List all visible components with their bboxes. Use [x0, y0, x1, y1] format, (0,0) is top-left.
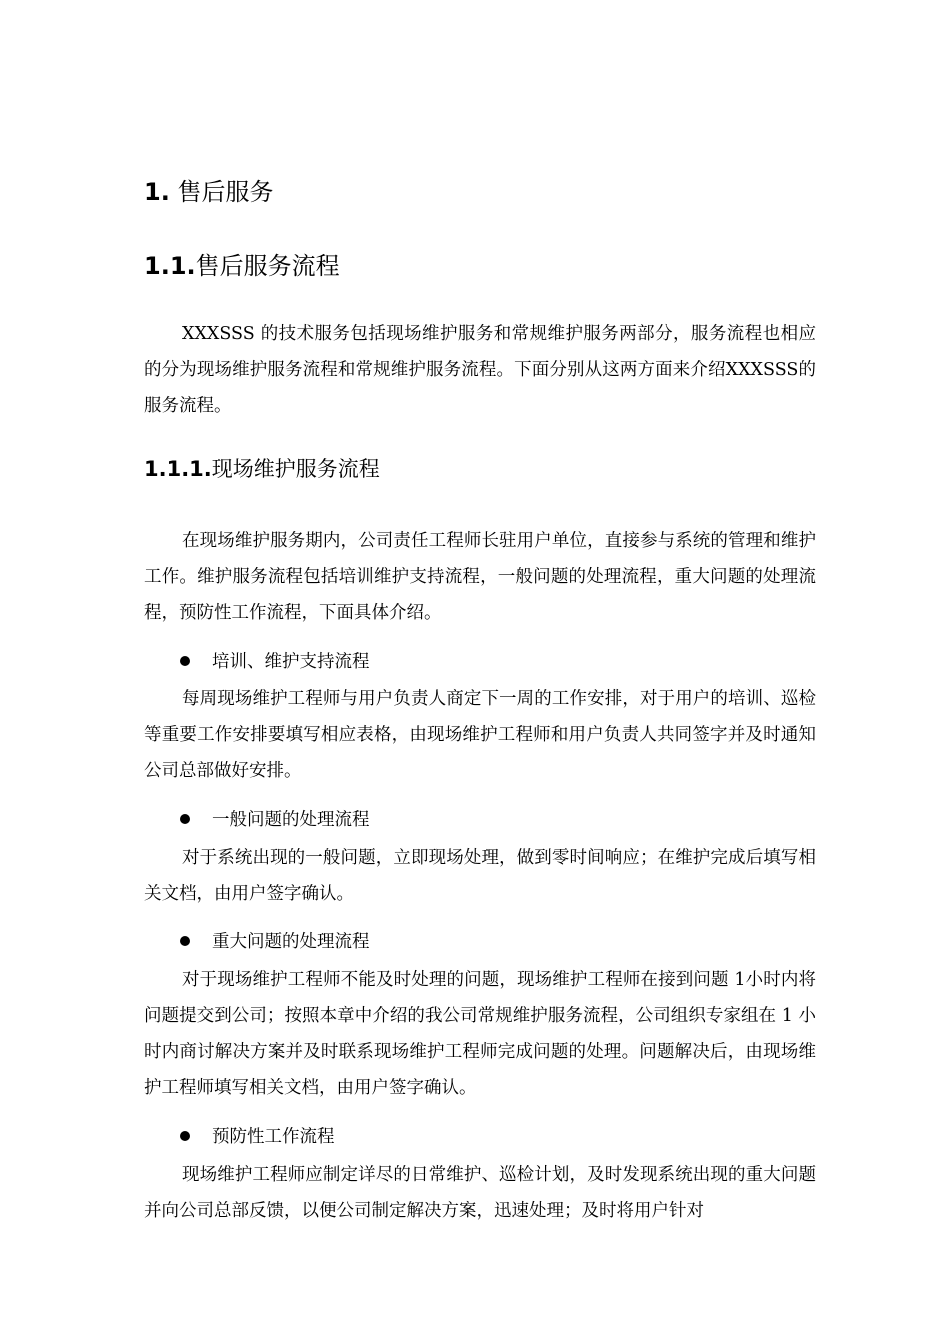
subsubsection-heading: [144, 453, 380, 483]
preventive-work-paragraph: 现场维护工程师应制定详尽的日常维护、巡检计划，及时发现系统出现的重大问题并向公司总部反馈，以便公司制定解决方案，迅速处理；及时将用户针对: [144, 1165, 816, 1221]
bullet-title: 重大问题的处理流程: [212, 932, 370, 952]
bullet-dot-icon: [180, 936, 190, 946]
bullet-item-general-problem: [180, 806, 370, 831]
subsection-intro-paragraph: XXXSSS 的技术服务包括现场维护服务和常规维护服务两部分，服务流程也相应的分为现场维护服务流程和常规维护服务流程。下面分别从这两方面来介绍XXXSSS的服务流程。: [144, 324, 816, 416]
bullet-dot-icon: [180, 1131, 190, 1141]
bullet-dot-icon: [180, 656, 190, 666]
subsection-heading: [144, 246, 340, 281]
subsubsection-number: 1.1.1.: [144, 457, 212, 481]
section-title: 售后服务: [177, 178, 274, 206]
bullet-title: 培训、维护支持流程: [212, 652, 370, 672]
subsection-title: 售后服务流程: [195, 252, 340, 280]
bullet-dot-icon: [180, 814, 190, 824]
general-problem-paragraph: 对于系统出现的一般问题，立即现场处理，做到零时间响应；在维护完成后填写相关文档，由用户签字确认。: [144, 848, 816, 904]
onsite-intro-paragraph: 在现场维护服务期内，公司责任工程师长驻用户单位，直接参与系统的管理和维护工作。维护服务流程包括培训维护支持流程，一般问题的处理流程，重大问题的处理流程，预防性工作流程，下面具体介绍。: [144, 531, 816, 623]
bullet-item-preventive-work: [180, 1123, 335, 1148]
bullet-item-training: [180, 648, 370, 673]
bullet-item-major-problem: [180, 928, 370, 953]
bullet-title: 预防性工作流程: [212, 1127, 335, 1147]
section-number: 1.: [144, 178, 170, 206]
training-paragraph: 每周现场维护工程师与用户负责人商定下一周的工作安排，对于用户的培训、巡检等重要工作安排要填写相应表格，由现场维护工程师和用户负责人共同签字并及时通知公司总部做好安排。: [144, 689, 816, 781]
subsubsection-title: 现场维护服务流程: [211, 457, 380, 481]
major-problem-paragraph: 对于现场维护工程师不能及时处理的问题，现场维护工程师在接到问题 1小时内将问题提交到公司；按照本章中介绍的我公司常规维护服务流程，公司组织专家组在 1 小时内商讨解决方案并及时联系现场维护工程师完成问题的处理。问题解决后，由现场维护工程师填写相关文档，由用户签字确认。: [144, 970, 816, 1098]
bullet-title: 一般问题的处理流程: [212, 810, 370, 830]
section-heading: [144, 172, 273, 207]
subsection-number: 1.1.: [144, 252, 196, 280]
